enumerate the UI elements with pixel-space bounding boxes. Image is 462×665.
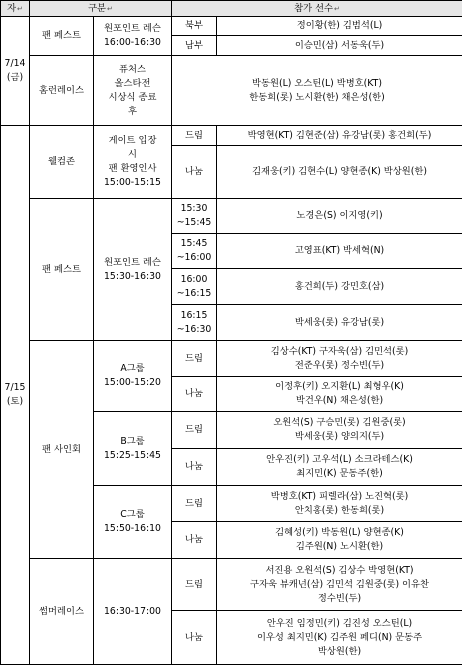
type-drill: 드림 — [172, 341, 217, 377]
day-0714: 7/14 (금) — [1, 17, 30, 126]
slot-players: 고영표(KT) 박세혁(N) — [217, 234, 462, 269]
players-nanum: 이정후(키) 오지환(L) 최형우(K) 박건우(N) 채은성(한) — [217, 377, 462, 412]
label-fan-sign: 팬 사인회 — [30, 341, 94, 559]
players-welcome-nanum: 김재웅(키) 김현수(L) 양현종(K) 박상원(한) — [217, 146, 462, 199]
header-section: 구분↵ — [30, 1, 172, 17]
detail-fan-test-14: 원포인트 레슨 16:00-16:30 — [94, 17, 172, 56]
label-home-race: 홈런레이스 — [30, 56, 94, 126]
slot-time: 15:30 ~15:45 — [172, 199, 217, 234]
type-drill: 드림 — [172, 486, 217, 522]
group-south: 남부 — [172, 36, 217, 56]
label-fan-test-15: 팬 페스트 — [30, 199, 94, 341]
label-fan-test-14: 팬 페스트 — [30, 17, 94, 56]
players-nanum: 안우진(키) 고우석(L) 소크라테스(K) 최지민(K) 문동주(한) — [217, 449, 462, 486]
type-summer-drill: 드림 — [172, 559, 217, 611]
slot-players: 노경은(S) 이지영(키) — [217, 199, 462, 234]
players-summer-nanum: 안우진 임정민(키) 김진성 오스틴(L) 이우성 최지민(K) 김주원 페디(N) 문동주 박상원(한) — [217, 611, 462, 665]
players-drill: 오원석(S) 구승민(롯) 김원중(롯) 박세웅(롯) 양의지(두) — [217, 412, 462, 449]
players-welcome-drill: 박영현(KT) 김현준(삼) 유강남(롯) 홍건희(두) — [217, 126, 462, 146]
detail-home-race: 퓨처스 올스타전 시상식 종료 후 — [94, 56, 172, 126]
slot-players: 홍건희(두) 강민호(삼) — [217, 269, 462, 305]
players-home-race: 박동원(L) 오스틴(L) 박병호(KT) 한동희(롯) 노시환(한) 채은성(한) — [172, 56, 462, 126]
slot-time: 15:45 ~16:00 — [172, 234, 217, 269]
day-0715: 7/15 (토) — [1, 126, 30, 665]
players-south: 이승민(삼) 서동욱(두) — [217, 36, 462, 56]
label-summer-race: 썸머레이스 — [30, 559, 94, 665]
slot-time: 16:00 ~16:15 — [172, 269, 217, 305]
type-summer-nanum: 나눔 — [172, 611, 217, 665]
time-summer-race: 16:30-17:00 — [94, 559, 172, 665]
header-date: 자↵ — [1, 1, 30, 17]
header-players: 참가 선수↵ — [172, 1, 462, 17]
players-drill: 김상수(KT) 구자욱(삼) 김민석(롯) 전준우(롯) 정수빈(두) — [217, 341, 462, 377]
type-nanum: 나눔 — [172, 522, 217, 559]
detail-fan-test-15: 원포인트 레슨 15:30-16:30 — [94, 199, 172, 341]
type-drill: 드림 — [172, 412, 217, 449]
group-b: B그룹 15:25-15:45 — [94, 412, 172, 486]
slot-time: 16:15 ~16:30 — [172, 305, 217, 341]
type-nanum: 나눔 — [172, 377, 217, 412]
slot-players: 박세웅(롯) 유강남(롯) — [217, 305, 462, 341]
group-a: A그룹 15:00-15:20 — [94, 341, 172, 412]
label-welcome: 웰컴존 — [30, 126, 94, 199]
type-welcome-drill: 드림 — [172, 126, 217, 146]
players-drill: 박병호(KT) 피렐라(삼) 노진혁(롯) 안치홍(롯) 한동희(롯) — [217, 486, 462, 522]
group-c: C그룹 15:50-16:10 — [94, 486, 172, 559]
players-north: 정이황(한) 김범석(L) — [217, 17, 462, 36]
type-nanum: 나눔 — [172, 449, 217, 486]
players-nanum: 김혜성(키) 박동원(L) 양현종(K) 김주원(N) 노시환(한) — [217, 522, 462, 559]
detail-welcome: 게이트 입장 시 팬 환영인사 15:00-15:15 — [94, 126, 172, 199]
group-north: 북부 — [172, 17, 217, 36]
players-summer-drill: 서진용 오원석(S) 김상수 박영현(KT) 구자욱 뷰캐넌(삼) 김민석 김원중(롯) 이유찬 정수빈(두) — [217, 559, 462, 611]
type-welcome-nanum: 나눔 — [172, 146, 217, 199]
